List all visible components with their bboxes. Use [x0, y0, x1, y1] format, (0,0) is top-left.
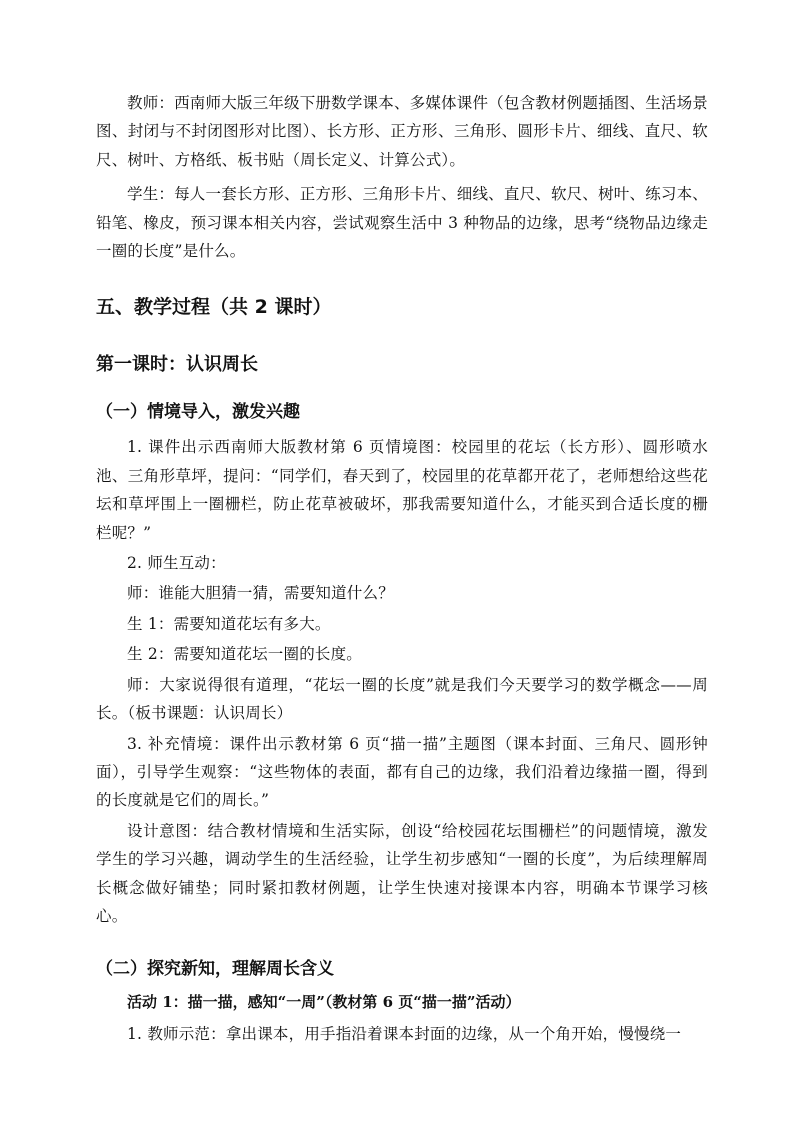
heading-part-1: （一）情境导入，激发兴趣 [96, 402, 300, 423]
paragraph-intro-3: 3. 补充情境：课件出示教材第 6 页“描一描”主题图（课本封面、三角尺、圆形钟面），引导学生观察：“这些物体的表面，都有自己的边缘，我们沿着边缘描一圈，得到的长度就是它们的周长。” [96, 734, 708, 810]
paragraph-intro-2: 2. 师生互动： [127, 554, 226, 573]
heading-lesson-1: 第一课时：认识周长 [96, 354, 258, 376]
dialogue-line-2: 生 1：需要知道花坛有多大。 [127, 614, 331, 633]
paragraph-intro-1: 1. 课件出示西南师大版教材第 6 页情境图：校园里的花坛（长方形）、圆形喷水池、三角形草坪，提问：“同学们，春天到了，校园里的花草都开花了，老师想给这些花坛和草坪围上一圈栅栏，防止花草被破坏，那我需要知道什么，才能买到合适长度的栅栏呢？” [96, 438, 708, 542]
paragraph-teacher-materials: 教师：西南师大版三年级下册数学课本、多媒体课件（包含教材例题插图、生活场景图、封闭与不封闭图形对比图）、长方形、正方形、三角形、圆形卡片、细线、直尺、软尺、树叶、方格纸、板书贴（周长定义、计算公式）。 [96, 94, 708, 169]
paragraph-activity-1: 1. 教师示范：拿出课本，用手指沿着课本封面的边缘，从一个角开始，慢慢绕一 [127, 1025, 682, 1044]
dialogue-line-4: 师：大家说得很有道理，“花坛一圈的长度”就是我们今天要学习的数学概念——周长。（板书课题：认识周长） [96, 675, 708, 723]
heading-activity-1: 活动 1：描一描，感知“一周”（教材第 6 页“描一描”活动） [127, 993, 521, 1012]
paragraph-design-intent: 设计意图：结合教材情境和生活实际，创设“给校园花坛围栅栏”的问题情境，激发学生的学习兴趣，调动学生的生活经验，让学生初步感知“一圈的长度”，为后续理解周长概念做好铺垫；同时紧扣教材例题，让学生快速对接课本内容，明确本节课学习核心。 [96, 821, 708, 925]
dialogue-line-3: 生 2：需要知道花坛一圈的长度。 [127, 645, 362, 664]
paragraph-student-materials: 学生：每人一套长方形、正方形、三角形卡片、细线、直尺、软尺、树叶、练习本、铅笔、橡皮，预习课本相关内容，尝试观察生活中 3 种物品的边缘，思考“绕物品边缘走一圈的长度”是什么。 [96, 185, 708, 261]
heading-part-2: （二）探究新知，理解周长含义 [96, 959, 334, 980]
dialogue-line-1: 师：谁能大胆猜一猜，需要知道什么？ [127, 584, 394, 603]
heading-section-5: 五、教学过程（共 2 课时） [96, 296, 332, 319]
